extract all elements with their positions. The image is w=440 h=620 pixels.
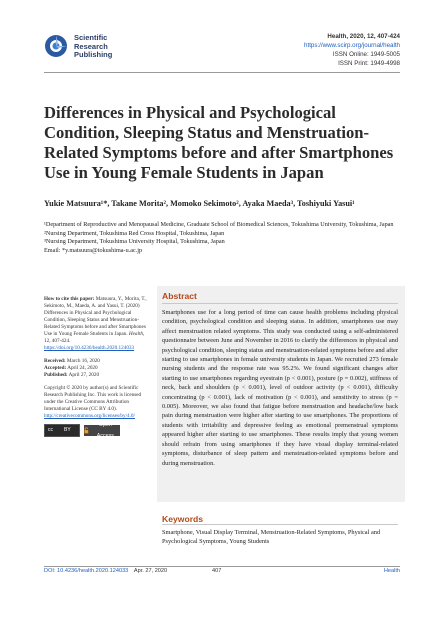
journal-url-link[interactable]: https://www.scirp.org/journal/health xyxy=(304,42,400,49)
accepted-label: Accepted: xyxy=(44,365,67,371)
issn-print: ISSN Print: 1949-4998 xyxy=(338,60,400,67)
published-date: April 27, 2020 xyxy=(68,372,100,378)
abstract-divider xyxy=(162,303,398,304)
author-email: Email: *y.matsuura@tokushima-u.ac.jp xyxy=(44,246,143,254)
article-sidebar xyxy=(44,296,150,437)
footer-date: Apr. 27, 2020 xyxy=(133,568,168,574)
footer-doi-link[interactable]: DOI: 10.4236/health.2020.124033 xyxy=(44,568,129,574)
journal-citation: Health, 2020, 12, 407-424 xyxy=(327,33,400,40)
affiliation-2: ²Nursing Department, Tokushima Red Cross Hospital, Tokushima, Japan xyxy=(44,229,225,237)
affiliation-1: ¹Department of Reproductive and Menopausal Medicine, Graduate School of Biomedical Sciences, Tokushima University, Tokushima, Japan xyxy=(44,221,394,228)
published-label: Published: xyxy=(44,372,68,378)
author-list: Yukie Matsuura¹*, Takane Morita², Momoko Sekimoto², Ayaka Maeda³, Toshiyuki Yasui¹ xyxy=(44,199,355,208)
cite-volume: , 12, 407-424. xyxy=(44,331,145,344)
footer-journal-name: Health xyxy=(383,568,400,574)
cite-label: How to cite this paper: xyxy=(44,296,95,302)
lock-open-icon xyxy=(84,427,89,434)
citation-block xyxy=(44,296,150,352)
by-badge-label: BY xyxy=(64,427,71,433)
cc-by-badge[interactable] xyxy=(44,424,80,437)
footer-doi xyxy=(44,568,167,574)
cite-text: Matsuura, Y., Morita, T., Sekimoto, M., Maeda, A. and Yasui, T. (2020) Differences in Physical and Psychological Condition, Sleeping Status and Menstruation-Related Symptoms before and after Smartphones Use in Young Female Students in Japan. xyxy=(44,296,147,337)
keywords-divider xyxy=(162,524,398,525)
abstract-text: Smartphones use for a long period of time can cause health problems including physical condition, psychological condition and sleeping status. In addition, smartphones use may affect menstruation related symptoms. This study was conducted using a self-administered questionnaire between June and November in 2016 to clarify the differences in physical and psychological condition, sleeping status and menstruation-related symptoms before and after starting to use smartphones in female university students in Japan. We recruited 273 female nursing students and the response rate was 95.2%. We found significant changes after starting to use smartphones regarding eyestrain (p < 0.001), posture (p = 0.002), stiffness of neck, back and shoulders (p < 0.001), level of outdoor activity (p < 0.001), difficulty concentrating (p < 0.001), lack of motivation (p < 0.001), and sensitivity to stress (p = 0.005). Moreover, we also found that fatigue before menstruation and headache/low back pain during menstruation were higher after starting to use smartphones. The proportions of students with irritability and depressive feeling as emotional premenstrual symptoms appeared higher after starting to use smartphones. These results imply that young women should refrain from using smartphones if they have visual display terminal-related symptoms, disturbance of sleep pattern and menstruation-related symptoms before and during menstruation. xyxy=(162,309,398,467)
keywords-heading: Keywords xyxy=(162,514,204,524)
issn-online: ISSN Online: 1949-5005 xyxy=(332,51,400,58)
abstract-heading: Abstract xyxy=(162,291,197,301)
copyright-text: Copyright © 2020 by author(s) and Scientific Research Publishing Inc. This work is licensed under the Creative Commons Attribution International License (CC BY 4.0). xyxy=(44,385,142,412)
cite-doi-link[interactable]: https://doi.org/10.4236/health.2020.124033 xyxy=(44,345,135,351)
publisher-logo-icon xyxy=(44,34,68,58)
copyright-block xyxy=(44,385,150,420)
cc-badge-label: cc xyxy=(48,427,53,433)
dates-block xyxy=(44,358,150,379)
open-access-label: Open Access xyxy=(96,421,114,439)
open-access-badge[interactable] xyxy=(84,421,120,439)
license-link[interactable]: http://creativecommons.org/licenses/by/4.0/ xyxy=(44,413,135,419)
publisher-name xyxy=(74,34,112,60)
keywords-text: Smartphone, Visual Display Terminal, Menstruation-Related Symptoms, Physical and Psychological Symptoms, Young Students xyxy=(162,529,381,546)
footer-divider xyxy=(44,566,400,567)
license-badges xyxy=(44,421,150,439)
paper-title: Differences in Physical and Psychological Condition, Sleeping Status and Menstruation-Related Symptoms before and after Smartphones Use in Young Female Students in Japan xyxy=(44,103,394,182)
journal-info xyxy=(304,32,400,68)
header-divider xyxy=(44,72,400,73)
publisher-line-3: Publishing xyxy=(74,50,113,59)
cite-journal: Health xyxy=(128,331,143,337)
page-number: 407 xyxy=(212,568,222,574)
accepted-date: April 24, 2020 xyxy=(67,365,98,371)
received-date: March 16, 2020 xyxy=(66,358,100,364)
received-label: Received: xyxy=(44,358,66,364)
publisher-line-2: Research xyxy=(74,41,108,51)
affiliations xyxy=(44,221,396,255)
affiliation-3: ³Nursing Department, Tokushima University Hospital, Tokushima, Japan xyxy=(44,238,225,246)
publisher-line-1: Scientific xyxy=(74,33,108,42)
